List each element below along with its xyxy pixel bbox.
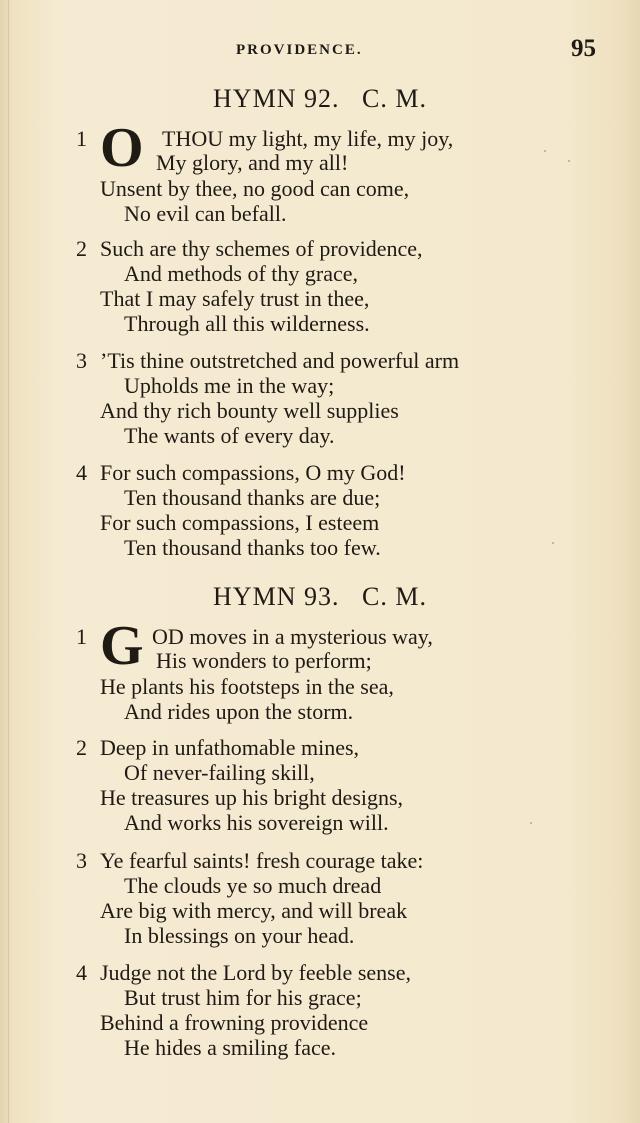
paper-speck [552,542,554,544]
verse-line: Judge not the Lord by feeble sense, [100,960,411,985]
verse-line: For such compassions, O my God! [100,460,406,485]
verse-line: THOU my light, my life, my joy, [162,126,454,151]
verse-number: 2 [76,735,87,760]
verse-line: His wonders to perform; [156,648,372,673]
verse-line: But trust him for his grace; [124,985,362,1010]
verse-number: 2 [76,236,87,261]
verse-line: And rides upon the storm. [124,699,354,724]
hymn-number: HYMN 93. [213,582,340,611]
verse-number: 3 [76,348,87,373]
verse-line: Such are thy schemes of providence, [100,236,423,261]
hymn-meter: C. M. [361,84,427,113]
hymn-92-title [0,84,640,114]
verse-line: He hides a smiling face. [124,1035,336,1060]
hymn-93-title [0,582,640,612]
verse-line: The clouds ye so much dread [124,873,382,898]
verse-line: Behind a frowning providence [100,1010,369,1035]
verse-line: And works his sovereign will. [124,810,389,835]
drop-cap: O [100,117,144,179]
verse-number: 4 [76,960,87,985]
running-title: PROVIDENCE. [236,42,363,58]
verse-line: For such compassions, I esteem [100,510,380,535]
verse-line: The wants of every day. [124,423,335,448]
verse-line: ’Tis thine outstretched and powerful arm [100,348,460,373]
verse-number: 1 [76,126,87,151]
verse-line: Are big with mercy, and will break [100,898,408,923]
hymn-number: HYMN 92. [213,84,340,113]
drop-cap: G [100,615,144,677]
verse-line: OD moves in a mysterious way, [152,624,433,649]
verse-line: He treasures up his bright designs, [100,785,404,810]
verse-line: He plants his footsteps in the sea, [100,674,394,699]
verse-line: Unsent by thee, no good can come, [100,176,410,201]
verse-line: In blessings on your head. [124,923,355,948]
verse-number: 3 [76,848,87,873]
verse-line: Upholds me in the way; [124,373,335,398]
verse-line: And thy rich bounty well supplies [100,398,399,423]
verse-line: That I may safely trust in thee, [100,286,370,311]
paper-speck [568,160,570,162]
verse-line: Through all this wilderness. [124,311,370,336]
paper-speck [544,150,546,152]
page-number: 95 [571,35,596,62]
gutter-shadow [8,0,9,1123]
verse-line: My glory, and my all! [156,150,349,175]
verse-line: Of never-failing skill, [124,760,315,785]
verse-line: Ye fearful saints! fresh courage take: [100,848,424,873]
verse-number: 4 [76,460,87,485]
verse-line: Deep in unfathomable mines, [100,735,360,760]
hymn-meter: C. M. [361,582,427,611]
verse-number: 1 [76,624,87,649]
verse-line: No evil can befall. [124,201,287,226]
page-header [0,34,640,64]
paper-speck [530,822,532,824]
verse-line: And methods of thy grace, [124,261,358,286]
verse-line: Ten thousand thanks are due; [124,485,381,510]
verse-line: Ten thousand thanks too few. [124,535,381,560]
